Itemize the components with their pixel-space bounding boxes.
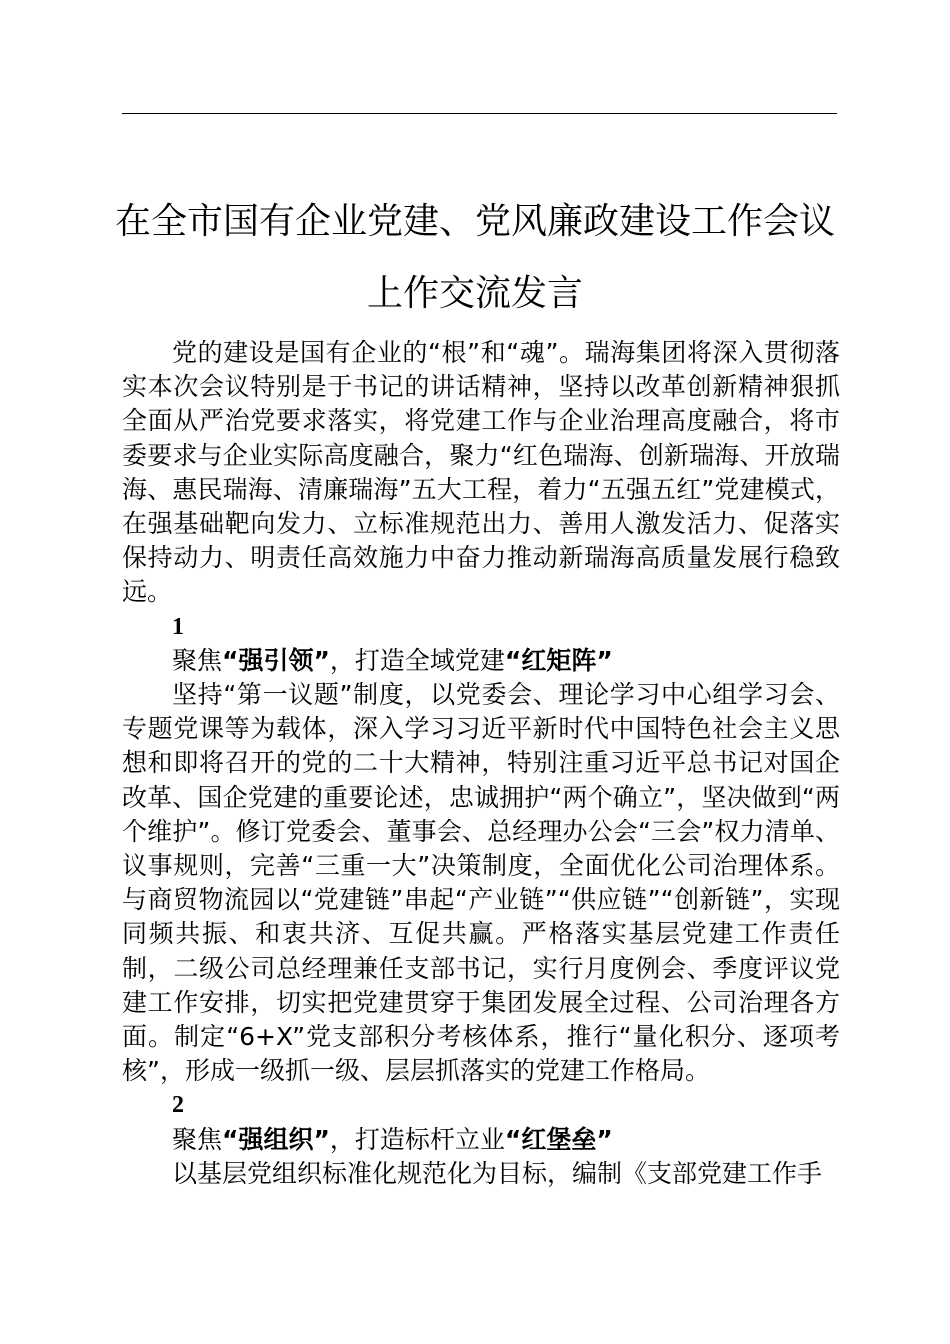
heading-quote: “红矩阵” <box>504 645 613 675</box>
header-rule <box>122 113 837 114</box>
section-heading <box>122 1123 840 1157</box>
heading-middle: ，打造标杆立业 <box>329 1124 505 1154</box>
heading-quote: “强引领” <box>222 645 330 675</box>
section-number: 2 <box>172 1092 184 1119</box>
section-paragraph: 坚持“第一议题”制度，以党委会、理论学习中心组学习会、专题党课等为载体，深入学习习近平新时代中国特色社会主义思想和即将召开的党的二十大精神，特别注重习近平总书记对国企改革、国企党建的重要论述，忠诚拥护“两个确立”，坚决做到“两个维护”。修订党委会、董事会、总经理办公会“三会”权力清单、议事规则，完善“三重一大”决策制度，全面优化公司治理体系。与商贸物流园以“党建链”串起“产业链”“供应链”“创新链”，实现同频共振、和衷共济、互促共赢。严格落实基层党建工作责任制，二级公司总经理兼任支部书记，实行月度例会、季度评议党建工作安排，切实把党建贯穿于集团发展全过程、公司治理各方面。制定“6+X”党支部积分考核体系，推行“量化积分、逐项考核”，形成一级抓一级、层层抓落实的党建工作格局。 <box>122 680 840 1086</box>
document-body <box>122 336 840 1191</box>
document-title-line-2: 上作交流发言 <box>366 273 583 315</box>
heading-prefix: 聚焦 <box>172 645 223 675</box>
document-title-line-1: 在全市国有企业党建、党风廉政建设工作会议 <box>114 201 835 243</box>
heading-middle: ，打造全域党建 <box>329 645 505 675</box>
heading-prefix: 聚焦 <box>172 1124 223 1154</box>
section-paragraph: 以基层党组织标准化规范化为目标，编制《支部党建工作手 <box>172 1158 823 1188</box>
heading-quote: “强组织” <box>222 1124 330 1154</box>
section-heading <box>122 644 840 678</box>
heading-quote: “红堡垒” <box>504 1124 613 1154</box>
section-number: 1 <box>172 613 184 640</box>
intro-paragraph: 党的建设是国有企业的“根”和“魂”。瑞海集团将深入贯彻落实本次会议特别是于书记的讲话精神，坚持以改革创新精神狠抓全面从严治党要求落实，将党建工作与企业治理高度融合，将市委要求与企业实际高度融合，聚力“红色瑞海、创新瑞海、开放瑞海、惠民瑞海、清廉瑞海”五大工程，着力“五强五红”党建模式，在强基础靶向发力、立标准规范出力、善用人激发活力、促落实保持动力、明责任高效施力中奋力推动新瑞海高质量发展行稳致远。 <box>122 338 840 607</box>
